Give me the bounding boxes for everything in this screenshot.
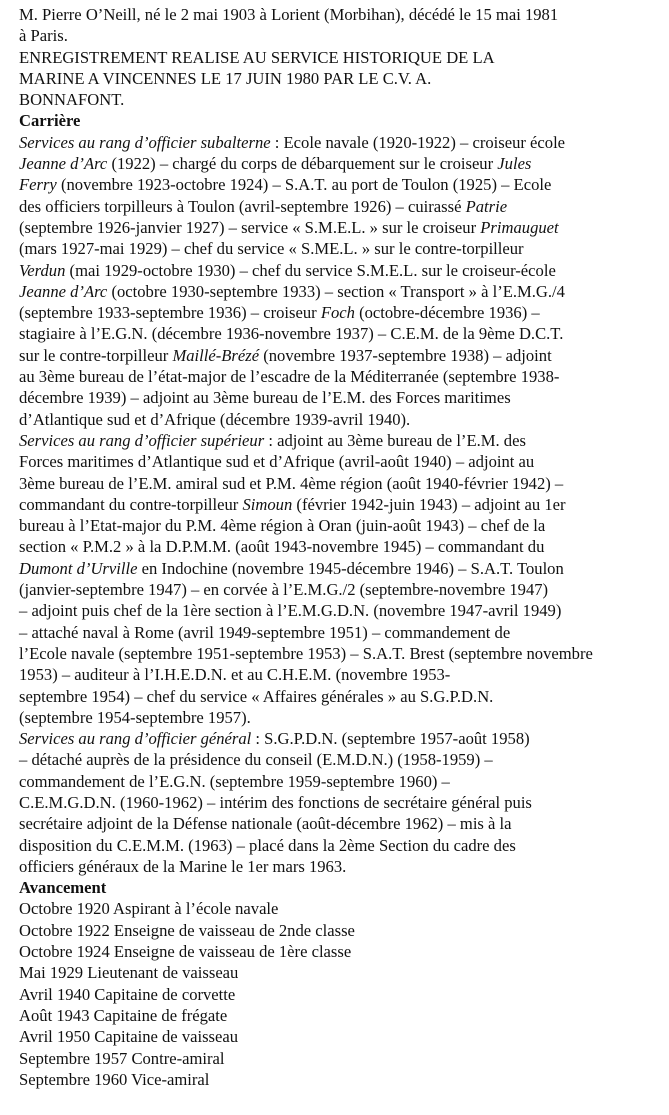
career-text: au 3ème bureau de l’état-major de l’escadre de la Méditerranée (septembre 1938- (19, 367, 560, 387)
biography-header (19, 4, 667, 110)
advancement-item: Septembre 1960 Vice-amiral (19, 1069, 210, 1089)
document-body (19, 4, 667, 1090)
career-heading: Carrière (19, 111, 81, 131)
career-text: septembre 1954) – chef du service « Affaires générales » au S.G.P.D.N. (19, 686, 494, 706)
career-text: en Indochine (novembre 1945-décembre 1946) – S.A.T. Toulon (137, 558, 564, 578)
career-text: section « P.M.2 » à la D.P.M.M. (août 1943-novembre 1945) – commandant du (19, 537, 545, 557)
career-text: : Ecole navale (1920-1922) – croiseur école (270, 132, 566, 152)
career-text: (septembre 1954-septembre 1957). (19, 707, 251, 727)
header-line: M. Pierre O’Neill, né le 2 mai 1903 à Lorient (Morbihan), décédé le 15 mai 1981 (19, 5, 559, 24)
career-italic-text: Services au rang d’officier général (19, 729, 252, 749)
career-italic-text: Primauguet (480, 217, 559, 237)
career-text: bureau à l’Etat-major du P.M. 4ème région à Oran (juin-août 1943) – chef de la (19, 516, 546, 536)
career-text: (mai 1929-octobre 1930) – chef du service S.M.E.L. sur le croiseur-école (65, 260, 556, 280)
career-line (19, 664, 667, 685)
career-text: (octobre-décembre 1936) – (354, 303, 540, 323)
career-text: décembre 1939) – adjoint au 3ème bureau de l’E.M. des Forces maritimes (19, 388, 511, 408)
header-line: BONNAFONT. (19, 90, 125, 110)
advancement-heading: Avancement (19, 878, 107, 898)
advancement-list (19, 898, 667, 1090)
header-line: MARINE A VINCENNES LE 17 JUIN 1980 PAR LE C.V. A. (19, 68, 432, 88)
career-text: l’Ecole navale (septembre 1951-septembre 1953) – S.A.T. Brest (septembre novembre (19, 643, 593, 663)
career-line (19, 366, 667, 387)
career-text: (novembre 1923-octobre 1924) – S.A.T. au port de Toulon (1925) – Ecole (56, 175, 552, 195)
career-text: 3ème bureau de l’E.M. amiral sud et P.M. 4ème région (août 1940-février 1942) – (19, 473, 564, 493)
career-italic-text: Jeanne d’Arc (19, 281, 108, 301)
career-text: des officiers torpilleurs à Toulon (avril-septembre 1926) – cuirassé (19, 196, 466, 216)
career-italic-text: Patrie (465, 196, 508, 216)
advancement-item: Avril 1940 Capitaine de corvette (19, 984, 236, 1004)
career-text: officiers généraux de la Marine le 1er mars 1963. (19, 856, 347, 876)
career-line (19, 281, 667, 302)
career-text: d’Atlantique sud et d’Afrique (décembre 1939-avril 1940). (19, 409, 411, 429)
career-line (19, 707, 667, 728)
advancement-item: Octobre 1922 Enseigne de vaisseau de 2nde classe (19, 920, 355, 940)
career-line (19, 302, 667, 323)
career-line (19, 217, 667, 238)
career-text: C.E.M.G.D.N. (1960-1962) – intérim des fonctions de secrétaire général puis (19, 792, 532, 812)
career-line (19, 153, 667, 174)
header-line: ENREGISTREMENT REALISE AU SERVICE HISTORIQUE DE LA (19, 47, 495, 67)
career-line (19, 196, 667, 217)
advancement-item: Octobre 1920 Aspirant à l’école navale (19, 899, 279, 919)
career-text: (février 1942-juin 1943) – adjoint au 1er (292, 494, 566, 514)
career-line (19, 813, 667, 834)
career-text: 1953) – auditeur à l’I.H.E.D.N. et au C.H.E.M. (novembre 1953- (19, 665, 451, 685)
advancement-item: Avril 1950 Capitaine de vaisseau (19, 1027, 239, 1047)
career-line (19, 387, 667, 408)
career-line (19, 323, 667, 344)
career-italic-text: Ferry (19, 175, 57, 195)
career-text: (janvier-septembre 1947) – en corvée à l’E.M.G./2 (septembre-novembre 1947) (19, 580, 549, 600)
career-italic-text: Services au rang d’officier supérieur (19, 430, 265, 450)
career-section (19, 132, 667, 877)
career-line (19, 515, 667, 536)
career-italic-text: Verdun (19, 260, 66, 280)
career-line (19, 451, 667, 472)
career-text: (mars 1927-mai 1929) – chef du service « S.ME.L. » sur le contre-torpilleur (19, 239, 524, 259)
career-text: disposition du C.E.M.M. (1963) – placé dans la 2ème Section du cadre des (19, 835, 516, 855)
career-text: – attaché naval à Rome (avril 1949-septembre 1951) – commandement de (19, 622, 511, 642)
career-italic-text: Services au rang d’officier subalterne (19, 132, 271, 152)
career-text: stagiaire à l’E.G.N. (décembre 1936-novembre 1937) – C.E.M. de la 9ème D.C.T. (19, 324, 564, 344)
career-line (19, 260, 667, 281)
career-italic-text: Foch (320, 303, 355, 323)
career-italic-text: Simoun (242, 494, 293, 514)
career-text: : S.G.P.D.N. (septembre 1957-août 1958) (251, 729, 530, 749)
career-line (19, 238, 667, 259)
career-line (19, 536, 667, 557)
career-text: (octobre 1930-septembre 1933) – section « Transport » à l’E.M.G./4 (107, 281, 565, 301)
career-line (19, 409, 667, 430)
career-line (19, 643, 667, 664)
advancement-item: Octobre 1924 Enseigne de vaisseau de 1ère classe (19, 942, 352, 962)
career-line (19, 686, 667, 707)
career-line (19, 132, 667, 153)
career-line (19, 728, 667, 749)
career-text: (1922) – chargé du corps de débarquement sur le croiseur (107, 154, 498, 174)
career-text: (septembre 1933-septembre 1936) – croiseur (19, 303, 321, 323)
career-text: (septembre 1926-janvier 1927) – service « S.M.E.L. » sur le croiseur (19, 217, 481, 237)
career-line (19, 174, 667, 195)
career-text: : adjoint au 3ème bureau de l’E.M. des (264, 430, 526, 450)
advancement-item: Septembre 1957 Contre-amiral (19, 1048, 225, 1068)
career-italic-text: Jules (497, 154, 532, 174)
career-line (19, 494, 667, 515)
career-line (19, 835, 667, 856)
career-italic-text: Jeanne d’Arc (19, 154, 108, 174)
career-line (19, 579, 667, 600)
header-line: à Paris. (19, 26, 68, 46)
career-line (19, 558, 667, 579)
career-line (19, 622, 667, 643)
career-text: commandant du contre-torpilleur (19, 494, 243, 514)
career-text: – adjoint puis chef de la 1ère section à l’E.M.G.D.N. (novembre 1947-avril 1949) (19, 601, 562, 621)
career-line (19, 345, 667, 366)
career-line (19, 792, 667, 813)
career-text: commandement de l’E.G.N. (septembre 1959-septembre 1960) – (19, 771, 450, 791)
career-line (19, 473, 667, 494)
career-line (19, 771, 667, 792)
career-line (19, 430, 667, 451)
advancement-item: Mai 1929 Lieutenant de vaisseau (19, 963, 239, 983)
career-italic-text: Dumont d’Urville (19, 558, 138, 578)
career-text: (novembre 1937-septembre 1938) – adjoint (259, 345, 552, 365)
advancement-item: Août 1943 Capitaine de frégate (19, 1005, 228, 1025)
career-line (19, 600, 667, 621)
career-text: sur le contre-torpilleur (19, 345, 173, 365)
career-text: – détaché auprès de la présidence du conseil (E.M.D.N.) (1958-1959) – (19, 750, 493, 770)
career-text: Forces maritimes d’Atlantique sud et d’Afrique (avril-août 1940) – adjoint au (19, 452, 535, 472)
career-line (19, 749, 667, 770)
career-text: secrétaire adjoint de la Défense nationale (août-décembre 1962) – mis à la (19, 814, 512, 834)
career-italic-text: Maillé-Brézé (172, 345, 260, 365)
career-line (19, 856, 667, 877)
